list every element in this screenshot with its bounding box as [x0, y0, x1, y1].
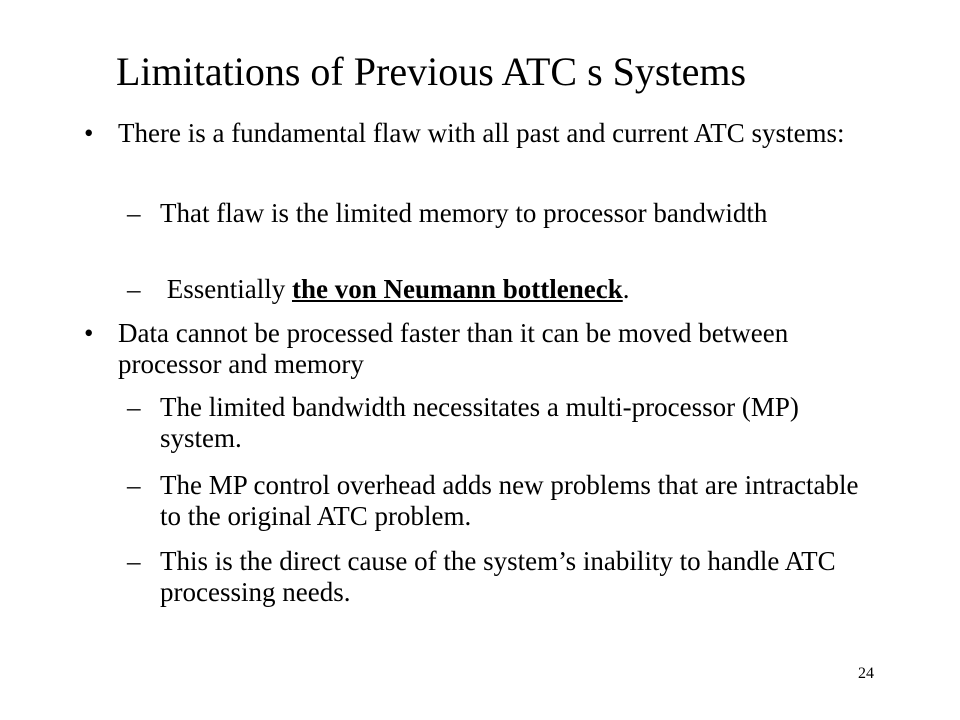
bullet-item	[84, 318, 878, 380]
sub-bullet-text: The limited bandwidth necessitates a multi-processor (MP) system.	[160, 392, 799, 453]
bullet-marker: •	[84, 118, 94, 148]
sub-bullet-text: That flaw is the limited memory to processor bandwidth	[160, 198, 768, 228]
bullet-marker: •	[84, 318, 94, 348]
sub-bullet-item	[127, 274, 860, 305]
bullet-item	[84, 118, 878, 149]
dash-marker: –	[127, 198, 141, 228]
dash-marker: –	[127, 546, 141, 576]
slide-title: Limitations of Previous ATC s Systems	[116, 49, 747, 94]
bullet-text: Data cannot be processed faster than it can be moved between processor and memory	[118, 318, 789, 379]
dash-marker: –	[127, 392, 141, 422]
dash-marker: –	[127, 470, 141, 500]
sub-bullet-item	[127, 198, 860, 229]
dash-marker: –	[127, 274, 141, 304]
sub-bullet-prefix: Essentially	[160, 274, 292, 304]
page-number: 24	[858, 665, 874, 682]
sub-bullet-text: The MP control overhead adds new problems that are intractable to the original ATC problem.	[160, 470, 859, 531]
bullet-text: There is a fundamental flaw with all past and current ATC systems:	[118, 118, 845, 148]
sub-bullet-text	[160, 274, 860, 305]
sub-bullet-item	[127, 470, 860, 532]
sub-bullet-text: This is the direct cause of the system’s inability to handle ATC processing needs.	[160, 546, 836, 607]
emphasis-text: the von Neumann bottleneck	[291, 274, 623, 304]
sub-bullet-item	[127, 546, 860, 608]
sub-bullet-suffix: .	[622, 274, 630, 304]
sub-bullet-item	[127, 392, 860, 454]
